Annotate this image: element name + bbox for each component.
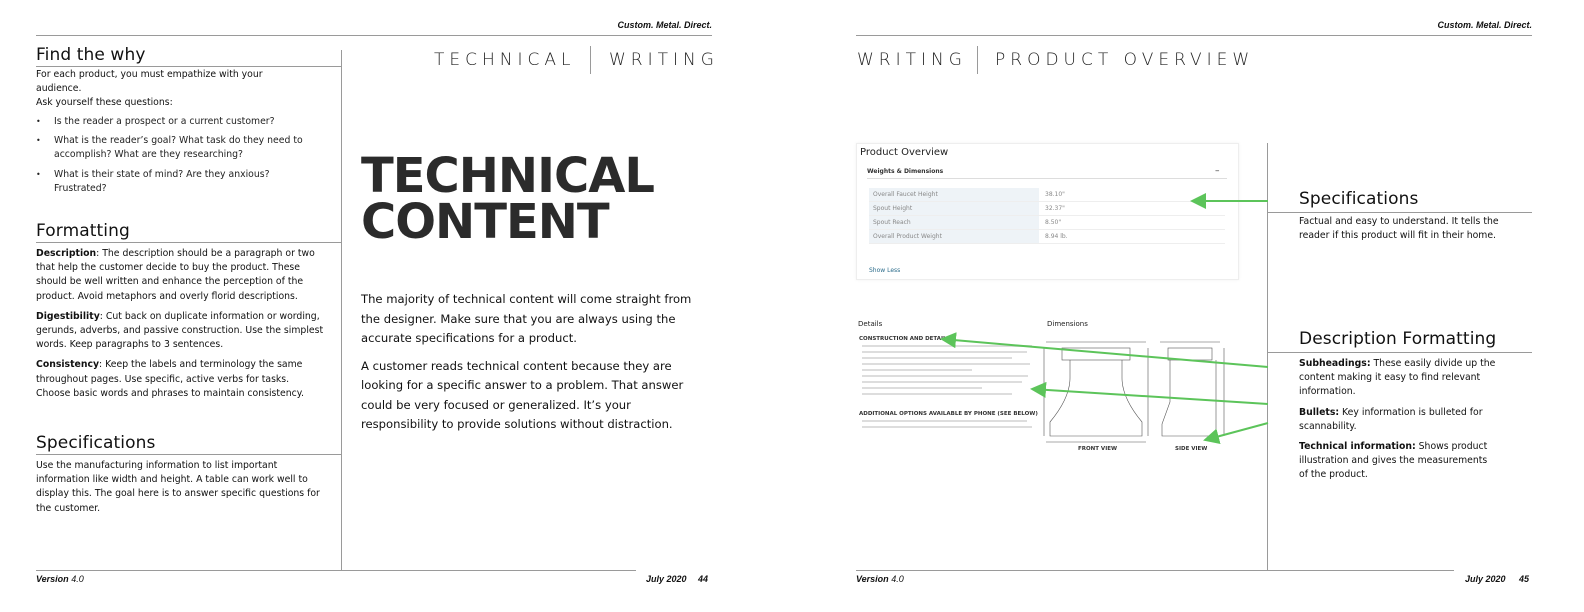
spec-key: Spout Height	[869, 202, 1039, 215]
intro-paragraph-2: A customer reads technical content because they are looking for a specific answer to a problem. That answer could be very focused or generalized. It’s your responsibility to provide solutions without distraction.	[361, 358, 684, 431]
dimensions-label: Dimensions	[1047, 320, 1088, 328]
spec-key: Overall Faucet Height	[869, 188, 1039, 201]
footer-date-right	[1465, 574, 1506, 584]
header-technical: TECHNICAL	[434, 50, 576, 70]
intro-paragraph-1: The majority of technical content will come straight from the designer. Make sure that you are always using the accurate specifications for a product.	[361, 292, 692, 345]
heading-find-the-why: Find the why	[36, 45, 146, 65]
term: Consistency	[36, 359, 100, 371]
title-line-1: TECHNICAL	[361, 148, 654, 204]
spec-value: 8.50"	[1045, 219, 1062, 226]
definition: : Cut back on duplicate information or wording, gerunds, adverbs, and passive construction. Use the simplest words. Keep paragraphs to 3 sentences.	[36, 310, 324, 351]
definition: Shows product illustration and gives the measurements of the product.	[1299, 441, 1488, 481]
term: Technical information:	[1299, 441, 1416, 453]
spec-key: Spout Reach	[869, 216, 1039, 229]
find-why-intro-text: For each product, you must empathize with your audience.	[36, 69, 263, 95]
version-number: 4.0	[891, 574, 904, 584]
card-section-label: Weights & Dimensions	[867, 168, 944, 175]
brand-tagline-right: Custom. Metal. Direct.	[1437, 20, 1532, 30]
header-product-overview: PRODUCT OVERVIEW	[995, 50, 1255, 70]
specifications-body-left: Use the manufacturing information to list important information like width and height. A table can work well to display this. The goal here is to answer specific questions for the customer.	[36, 460, 320, 514]
arrow-subheadings	[942, 339, 1268, 367]
specifications-body-right: Factual and easy to understand. It tells the reader if this product will fit in their home.	[1299, 216, 1499, 242]
construction-label: CONSTRUCTION AND DETAILS	[859, 336, 951, 342]
heading-specifications-left: Specifications	[36, 433, 156, 453]
list-item: • What is their state of mind? Are they anxious? Frustrated?	[36, 168, 306, 196]
additional-options-label: ADDITIONAL OPTIONS AVAILABLE BY PHONE (SEE BELOW)	[859, 411, 1038, 417]
version-label: Version	[856, 574, 889, 584]
spec-key: Overall Product Weight	[869, 230, 1039, 243]
heading-rule	[1268, 352, 1532, 353]
date: July 2020	[646, 574, 687, 584]
arrow-bullets	[1032, 389, 1268, 404]
definition: Key information is bulleted for scannability.	[1299, 406, 1483, 432]
version-number: 4.0	[71, 574, 84, 584]
collapse-icon[interactable]: –	[1215, 166, 1220, 176]
definition: : Keep the labels and terminology the same throughout pages. Use specific, active verbs for tasks. Choose basic words and phrases to maintain consistency.	[36, 359, 304, 399]
term: Digestibility	[36, 310, 100, 322]
page-number: 45	[1519, 574, 1530, 584]
show-less-link[interactable]: Show Less	[869, 267, 901, 274]
card-title: Product Overview	[860, 147, 949, 158]
page-number: 44	[698, 574, 709, 584]
find-why-ask: Ask yourself these questions:	[36, 97, 173, 109]
term: Subheadings:	[1299, 358, 1371, 369]
version-label: Version	[36, 574, 69, 584]
front-view-label: FRONT VIEW	[1078, 446, 1118, 452]
item-bullets	[1299, 406, 1499, 434]
heading-description-formatting: Description Formatting	[1299, 329, 1497, 349]
item-subheadings	[1299, 357, 1499, 400]
page-number-right	[1519, 574, 1529, 584]
spec-value: 32.37"	[1045, 205, 1065, 212]
brand-tagline-left: Custom. Metal. Direct.	[617, 20, 712, 30]
header-writing: WRITING	[609, 50, 719, 70]
term: Description	[36, 248, 97, 259]
definition: These easily divide up the content making it easy to find relevant information.	[1299, 358, 1496, 398]
list-item: • What is the reader’s goal? What task do they need to accomplish? What are they researching?	[36, 134, 306, 162]
title-line-2: CONTENT	[361, 194, 609, 250]
description-formatting-body	[1299, 357, 1499, 489]
date: July 2020	[1465, 574, 1506, 584]
side-view-label: SIDE VIEW	[1175, 446, 1208, 452]
heading-rule	[1268, 212, 1532, 213]
spec-value: 38.10"	[1045, 191, 1065, 198]
term: Bullets:	[1299, 406, 1340, 418]
footer-version-right	[856, 574, 904, 584]
header-writing-right: WRITING	[857, 50, 967, 70]
heading-specifications-right: Specifications	[1299, 189, 1419, 209]
item-technical-information	[1299, 440, 1499, 483]
details-label: Details	[858, 320, 883, 328]
definition: : The description should be a paragraph or two that help the customer decide to buy the product. These should be well written and enhance the perception of the product. Avoid metaphors and overly florid descriptions.	[36, 248, 315, 302]
heading-formatting: Formatting	[36, 221, 130, 241]
arrow-technical	[1205, 423, 1268, 440]
footer-rule-right	[856, 570, 1454, 571]
list-item: • Is the reader a prospect or a current customer?	[36, 115, 306, 129]
spec-value: 8.94 lb.	[1045, 233, 1068, 240]
